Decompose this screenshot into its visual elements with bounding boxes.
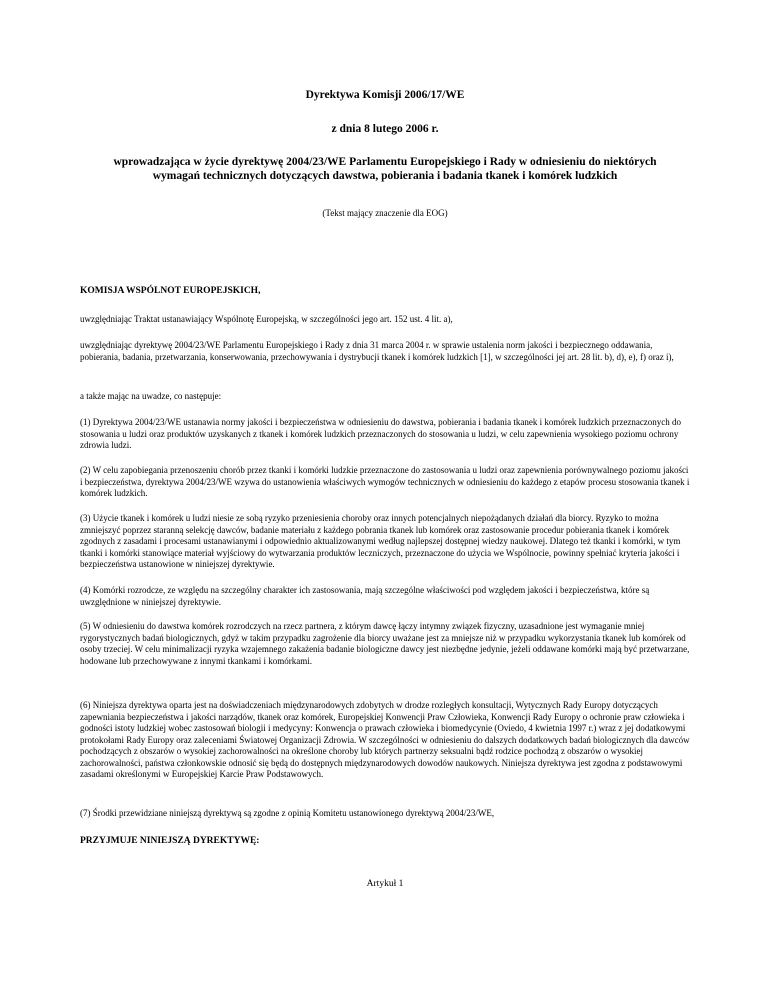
recital-1: (1) Dyrektywa 2004/23/WE ustanawia normy jakości i bezpieczeństwa w odniesieniu do dawstwa, pobierania i badania tkanek i komórek ludzkich przeznaczonych do stosowania u ludzi oraz produktów uzyskanych z tkanek i komórek ludzkich przeznaczonych do stosowania u ludzi, w celu zapewnienia wysokiego poziomu ochrony zdrowia ludzi. [80, 417, 682, 450]
recital-6: (6) Niniejsza dyrektywa oparta jest na doświadczeniach międzynarodowych zdobytych w drodze rozległych konsultacji, Wytycznych Rady Europy dotyczących zapewniania bezpieczeństwa i jakości narządów, tkanek oraz komórek, Europejskiej Konwencji Praw Człowieka, Konwencji Rady Europy o ochronie praw człowieka i godności istoty ludzkiej wobec zastosowań biologii i medycyny: Konwencja o prawach człowieka i biomedycynie (Oviedo, 4 kwietnia 1997 r.) wraz z jej dodatkowymi protokołami Rady Europy oraz zaleceniami Światowej Organizacji Zdrowia. W szczególności w odniesieniu do dalszych dodatkowych badań biologicznych dla dawców pochodzących z obszarów o wysokiej zachorowalności na określone choroby lub których partnerzy seksualni bądź rodzice pochodzą z obszarów o wysokiej zachorowalności, państwa członkowskie odnosić się będą do dostępnych międzynarodowych dowodów naukowych. Niniejsza dyrektywa jest zgodna z podstawowymi zasadami określonymi w Europejskiej Karcie Praw Podstawowych. [80, 700, 690, 779]
recital-4: (4) Komórki rozrodcze, ze względu na szczególny charakter ich zastosowania, mają szczególne właściwości pod względem jakości i bezpieczeństwa, które są uwzględnione w niniejszej dyrektywie. [80, 585, 650, 607]
recital-5: (5) W odniesieniu do dawstwa komórek rozrodczych na rzecz partnera, z którym dawcę łączy intymny związek fizyczny, uzasadnione jest wymaganie mniej rygorystycznych badań biologicznych, gdyż w takim przypadku zagrożenie dla biorcy uważane jest za mniejsze niż w przypadku wykorzystania tkanek lub komórek od osoby trzeciej. W celu minimalizacji ryzyka wzajemnego zakażenia badanie biologiczne dawcy jest niezbędne jedynie, jeżeli oddawane komórki mają być przetwarzane, hodowane lub przechowywane z innymi tkankami i komórkami. [80, 621, 690, 666]
recital-7: (7) Środki przewidziane niniejszą dyrektywą są zgodne z opinią Komitetu ustanowionego dyrektywą 2004/23/WE, [80, 808, 495, 818]
eea-relevance-note: (Tekst mający znaczenie dla EOG) [322, 208, 448, 218]
issuing-authority: KOMISJA WSPÓLNOT EUROPEJSKICH, [80, 286, 261, 296]
adoption-statement: PRZYJMUJE NINIEJSZĄ DYREKTYWĘ: [80, 836, 260, 846]
considering-directive: uwzględniając dyrektywę 2004/23/WE Parlamentu Europejskiego i Rady z dnia 31 marca 2004 r. w sprawie ustalenia norm jakości i bezpiecznego oddawania, pobierania, badania, przetwarzania, konserwowania, przechowywania i dystrybucji tkanek i komórek ludzkich [1], w szczególności jej art. 28 lit. b), d), e), f) oraz i), [80, 340, 674, 362]
whereas-intro: a także mając na uwadze, co następuje: [80, 391, 222, 401]
document-title: Dyrektywa Komisji 2006/17/WE [305, 89, 465, 101]
article-1-heading: Artykuł 1 [366, 879, 404, 889]
recital-2: (2) W celu zapobiegania przenoszeniu chorób przez tkanki i komórki ludzkie przeznaczone do zastosowania u ludzi oraz zapewnienia porównywalnego poziomu jakości i bezpieczeństwa, dyrektywa 2004/23/WE wzywa do ustanowienia właściwych wymogów technicznych w odniesieniu do każdego z etapów procesu stosowania tkanek i komórek ludzkich. [80, 465, 690, 498]
considering-treaty: uwzględniając Traktat ustanawiający Wspólnotę Europejską, w szczególności jego art. 152 ust. 4 lit. a), [80, 314, 453, 324]
document-subject: wprowadzająca w życie dyrektywę 2004/23/WE Parlamentu Europejskiego i Rady w odniesieniu do niektórych wymagań technicznych dotyczących dawstwa, pobierania i badania tkanek i komórek ludzkich [113, 156, 657, 182]
document-date: z dnia 8 lutego 2006 r. [331, 123, 439, 135]
recital-3: (3) Użycie tkanek i komórek u ludzi niesie ze sobą ryzyko przeniesienia choroby oraz innych potencjalnych niepożądanych działań dla biorcy. Ryzyko to można zmniejszyć poprzez staranną selekcję dawców, badanie materiału z każdego pobrania tkanek lub komórek oraz zastosowanie procedur pobierania tkanek i komórek zgodnych z zasadami i procesami ustanawianymi i odpowiednio aktualizowanymi według najlepszej dostępnej wiedzy naukowej. Dlatego też tkanki i komórki, w tym tkanki i komórki stanowiące materiał wyjściowy do wytwarzania produktów leczniczych, przeznaczone do użycia we Wspólnocie, powinny spełniać kryteria jakości i bezpieczeństwa ustanowione w niniejszej dyrektywie. [80, 513, 681, 569]
